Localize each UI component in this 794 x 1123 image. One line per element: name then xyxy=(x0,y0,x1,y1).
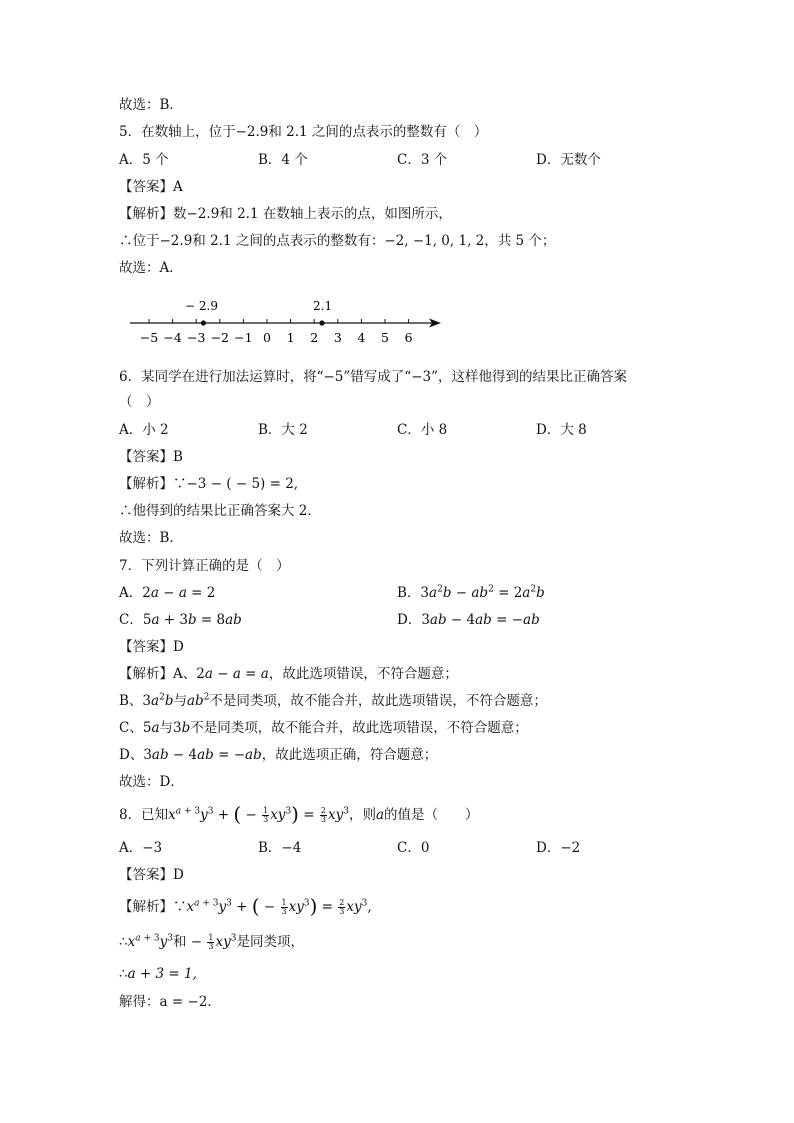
q6-final: 故选：B． xyxy=(119,530,183,546)
point-2-1-label: 2.1 xyxy=(313,299,333,313)
q7-option-b: B．$3a^2b - ab^2 = 2a^2b$ xyxy=(397,584,545,601)
number-line-tick-label: 0 xyxy=(263,330,271,345)
number-line-figure xyxy=(125,296,445,348)
q6-option-b: B．大 2 xyxy=(258,422,308,438)
q7-answer: 【答案】D xyxy=(119,639,184,655)
number-line-tick-label: −5 xyxy=(139,330,159,345)
q5-answer: 【答案】A xyxy=(119,179,183,195)
q6-explanation-1: 【解析】∵−3 − ( − 5) = 2, xyxy=(119,476,299,492)
q7-stem: 7．下列计算正确的是（ ） xyxy=(119,558,290,574)
q6-stem-paren: （ ） xyxy=(119,394,160,410)
q7-explanation-4: D、3ab − 4ab = −ab，故此选项正确，符合题意； xyxy=(119,747,438,763)
point-neg-2-9 xyxy=(201,320,206,325)
number-line-tick-label: −2 xyxy=(210,330,230,345)
q6-answer: 【答案】B xyxy=(119,449,183,465)
number-line-tick-label: −3 xyxy=(186,330,206,345)
q7-final: 故选：D． xyxy=(119,774,184,790)
q8-stem: 8．已知$x^{a + 3}y^3$ + ( − $\frac{1}{3}$ $xy^3$) = $\frac{2}{3}$ $xy^3$，则a的值是（ ） xyxy=(119,802,479,826)
q7-explanation-1: 【解析】A、2a − a = a，故此选项错误，不符合题意； xyxy=(119,666,458,682)
q7-explanation-2: B、$3a^2b$与$ab^2$不是同类项，故不能合并，故此选项错误，不符合题意； xyxy=(119,692,547,709)
q5-option-a: A．5 个 xyxy=(119,152,169,168)
q5-final: 故选：A． xyxy=(119,260,183,276)
q8-explanation-2: $\therefore x^{a + 3}y^3$和 − $\frac{1}{3}$ $xy^3$是同类项， xyxy=(119,933,304,951)
q8-answer: 【答案】D xyxy=(119,867,184,883)
number-line-tick-label: 4 xyxy=(357,330,366,345)
q5-stem: 5．在数轴上，位于−2.9和 2.1 之间的点表示的整数有（ ） xyxy=(119,124,488,140)
q6-stem: 6．某同学在进行加法运算时，将“−5”错写成了“−3”，这样他得到的结果比正确答案 xyxy=(119,369,628,385)
q5-option-b: B．4 个 xyxy=(258,152,308,168)
number-line-tick-label: 1 xyxy=(286,330,295,345)
q5-option-d: D．无数个 xyxy=(536,152,601,168)
q8-explanation-3: ∴a + 3 = 1, xyxy=(119,966,197,982)
number-line-tick-label: 6 xyxy=(404,330,413,345)
q8-option-b: B．−4 xyxy=(258,840,302,856)
q6-explanation-2: ∴他得到的结果比正确答案大 2． xyxy=(119,503,321,519)
q7-option-a: A．2a − a = 2 xyxy=(119,585,216,601)
q6-option-a: A．小 2 xyxy=(119,422,169,438)
q7-explanation-3: C、5a与3b不是同类项，故不能合并，故此选项错误，不符合题意； xyxy=(119,720,528,736)
q8-option-a: A．−3 xyxy=(119,840,163,856)
number-line-tick-label: 2 xyxy=(310,330,319,345)
q8-option-c: C．0 xyxy=(397,840,430,856)
q8-option-d: D．−2 xyxy=(536,840,581,856)
q7-option-c: C．5a + 3b = 8ab xyxy=(119,612,242,628)
point-2-1 xyxy=(319,320,324,325)
number-line-tick-label: −4 xyxy=(163,330,182,345)
q8-explanation-4: 解得：a = −2． xyxy=(119,994,221,1010)
number-line-tick-label: 3 xyxy=(333,330,342,345)
q8-explanation-1: 【解析】$\because x^{a + 3}y^3$ + ( − $\frac{1}{3}$ $xy^3$) = $\frac{2}{3}$ $xy^3$, xyxy=(119,894,372,918)
point-neg-2-9-label: − 2.9 xyxy=(185,299,218,313)
q5-option-c: C．3 个 xyxy=(397,152,448,168)
q6-option-d: D．大 8 xyxy=(536,422,587,438)
prev-answer-line: 故选：B． xyxy=(119,97,183,113)
q7-option-d: D．3ab − 4ab = −ab xyxy=(397,612,540,628)
number-line-tick-label: −1 xyxy=(234,330,253,345)
q5-explanation-2: ∴位于−2.9和 2.1 之间的点表示的整数有：−2, −1, 0, 1, 2，共 5 个； xyxy=(119,233,556,249)
q5-explanation-1: 【解析】数−2.9和 2.1 在数轴上表示的点，如图所示， xyxy=(119,206,452,222)
number-line-tick-label: 5 xyxy=(381,330,389,345)
q6-option-c: C．小 8 xyxy=(397,422,448,438)
